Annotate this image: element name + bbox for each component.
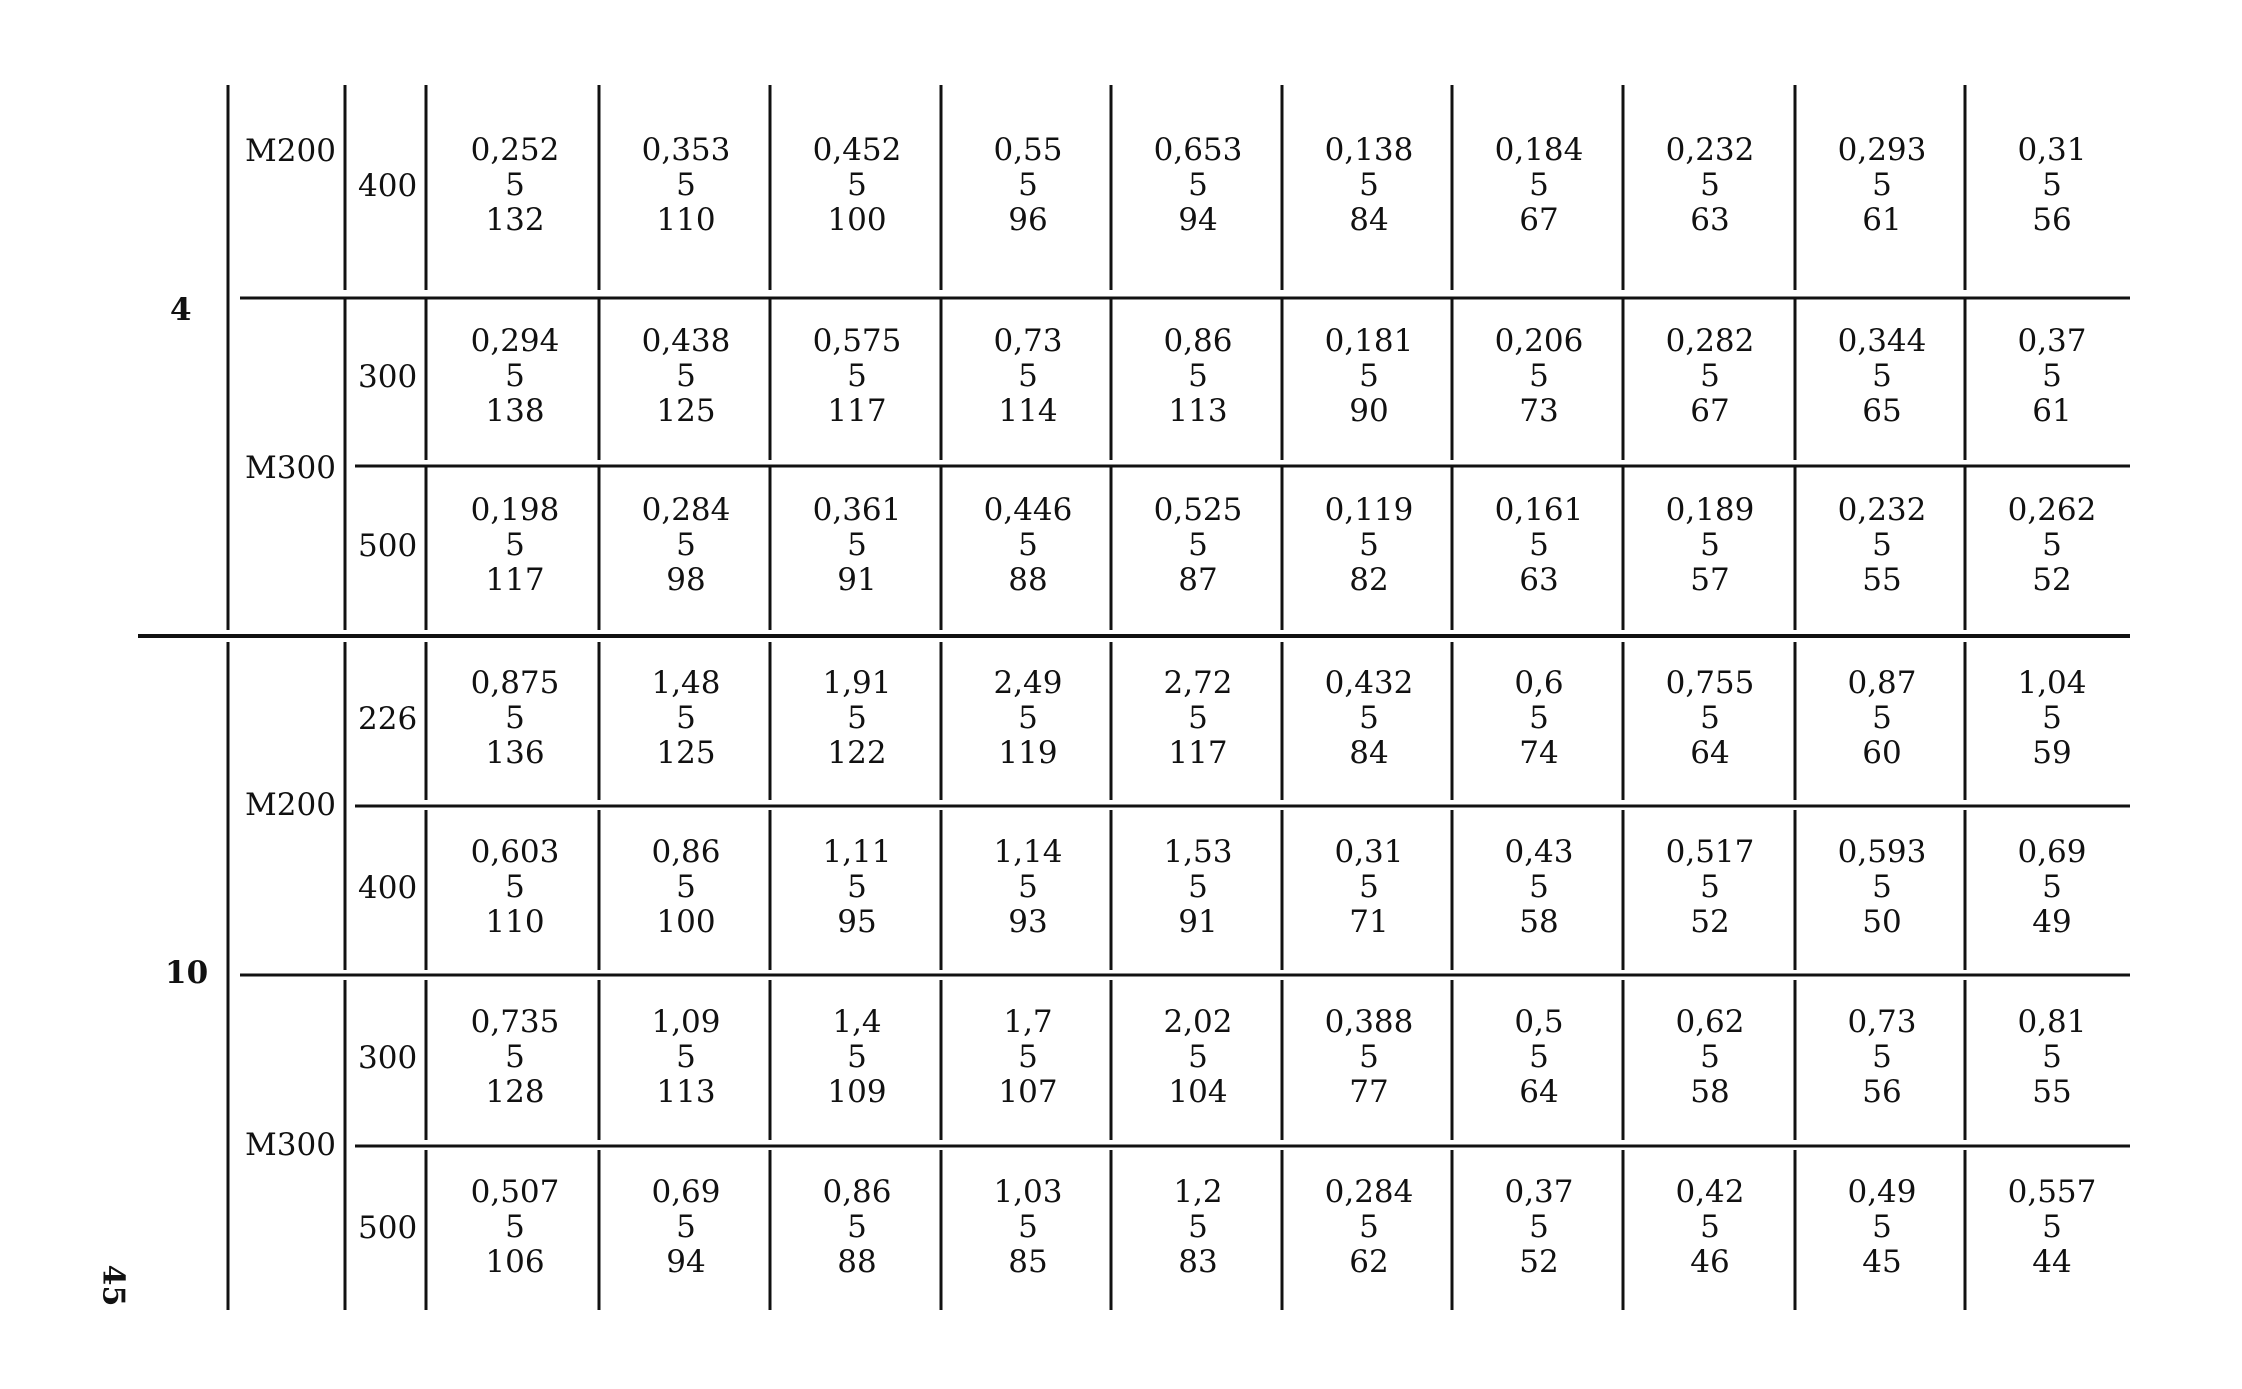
table-cell — [1284, 1175, 1454, 1280]
cell-value: 88 — [1008, 562, 1048, 598]
cell-value: 82 — [1349, 562, 1389, 598]
cell-value: 90 — [1349, 393, 1389, 429]
cell-value: 95 — [837, 904, 877, 940]
cell-coefficient: 0,119 — [1324, 492, 1414, 528]
cell-count: 5 — [1018, 358, 1038, 394]
cell-value: 63 — [1519, 562, 1559, 598]
table-cell — [1625, 666, 1795, 771]
cell-coefficient: 0,62 — [1675, 1004, 1745, 1040]
cell-coefficient: 0,31 — [2017, 131, 2087, 168]
cell-count: 5 — [1700, 869, 1720, 905]
table-cell — [1967, 1005, 2137, 1110]
table-cell — [601, 493, 771, 598]
cell-value: 94 — [666, 1244, 706, 1280]
cell-coefficient: 0,206 — [1494, 323, 1584, 359]
cell-coefficient: 0,55 — [993, 131, 1063, 168]
table-cell — [1284, 835, 1454, 940]
cell-coefficient: 0,232 — [1837, 492, 1927, 528]
cell-value: 110 — [656, 201, 716, 238]
cell-count: 5 — [2042, 700, 2062, 736]
cell-coefficient: 0,37 — [1504, 1174, 1574, 1210]
cell-count: 5 — [1529, 869, 1549, 905]
cell-coefficient: 1,04 — [2017, 665, 2087, 701]
cell-value: 110 — [485, 904, 545, 940]
cell-coefficient: 0,73 — [993, 323, 1063, 359]
cell-coefficient: 0,86 — [651, 834, 721, 870]
table-cell — [601, 1175, 771, 1280]
cell-coefficient: 0,31 — [1334, 834, 1404, 870]
cell-value: 122 — [827, 735, 887, 771]
cell-count: 5 — [1018, 869, 1038, 905]
cell-coefficient: 0,181 — [1324, 323, 1414, 359]
cell-count: 5 — [1188, 358, 1208, 394]
cell-coefficient: 0,557 — [2007, 1174, 2097, 1210]
cell-count: 5 — [676, 166, 696, 203]
table-cell — [1967, 324, 2137, 429]
table-cell — [1284, 493, 1454, 598]
cell-value: 45 — [1862, 1244, 1902, 1280]
cell-count: 5 — [847, 1039, 867, 1075]
table-cell — [772, 1175, 942, 1280]
param-label: 400 — [358, 167, 418, 204]
cell-coefficient: 0,875 — [470, 665, 560, 701]
cell-count: 5 — [1700, 358, 1720, 394]
cell-count: 5 — [676, 527, 696, 563]
table-cell — [601, 324, 771, 429]
table-cell — [1797, 133, 1967, 238]
cell-count: 5 — [1018, 1209, 1038, 1245]
cell-count: 5 — [1359, 869, 1379, 905]
table-cell — [772, 133, 942, 238]
cell-coefficient: 0,517 — [1665, 834, 1755, 870]
cell-coefficient: 1,2 — [1173, 1174, 1223, 1210]
cell-count: 5 — [676, 869, 696, 905]
table-cell — [430, 835, 600, 940]
cell-count: 5 — [505, 1039, 525, 1075]
cell-count: 5 — [1018, 700, 1038, 736]
cell-value: 58 — [1519, 904, 1559, 940]
cell-value: 117 — [1168, 735, 1228, 771]
cell-count: 5 — [847, 358, 867, 394]
cell-count: 5 — [2042, 358, 2062, 394]
cell-value: 49 — [2032, 904, 2072, 940]
cell-value: 62 — [1349, 1244, 1389, 1280]
cell-coefficient: 1,4 — [832, 1004, 882, 1040]
cell-count: 5 — [1872, 1209, 1892, 1245]
cell-value: 58 — [1690, 1074, 1730, 1110]
cell-coefficient: 0,73 — [1847, 1004, 1917, 1040]
cell-coefficient: 0,735 — [470, 1004, 560, 1040]
cell-count: 5 — [847, 869, 867, 905]
table-cell — [1797, 493, 1967, 598]
table-cell — [601, 835, 771, 940]
cell-count: 5 — [676, 358, 696, 394]
cell-coefficient: 0,5 — [1514, 1004, 1564, 1040]
table-cell — [1113, 835, 1283, 940]
cell-count: 5 — [676, 1209, 696, 1245]
grade-label: M300 — [245, 450, 336, 486]
param-label: 500 — [358, 528, 418, 564]
cell-coefficient: 0,232 — [1665, 131, 1755, 168]
cell-value: 57 — [1690, 562, 1730, 598]
cell-count: 5 — [676, 1039, 696, 1075]
cell-value: 84 — [1349, 201, 1389, 238]
cell-value: 96 — [1008, 201, 1048, 238]
cell-coefficient: 0,184 — [1494, 131, 1584, 168]
cell-value: 52 — [1690, 904, 1730, 940]
cell-coefficient: 1,53 — [1163, 834, 1233, 870]
cell-count: 5 — [1872, 166, 1892, 203]
cell-coefficient: 0,86 — [1163, 323, 1233, 359]
table-cell — [1454, 1175, 1624, 1280]
cell-count: 5 — [847, 166, 867, 203]
cell-value: 114 — [998, 393, 1058, 429]
cell-value: 85 — [1008, 1244, 1048, 1280]
cell-value: 50 — [1862, 904, 1902, 940]
cell-value: 71 — [1349, 904, 1389, 940]
cell-count: 5 — [1018, 166, 1038, 203]
table-cell — [1797, 1005, 1967, 1110]
cell-count: 5 — [847, 700, 867, 736]
cell-value: 125 — [656, 735, 716, 771]
cell-count: 5 — [2042, 166, 2062, 203]
cell-coefficient: 0,361 — [812, 492, 902, 528]
cell-count: 5 — [505, 700, 525, 736]
cell-coefficient: 1,91 — [822, 665, 892, 701]
cell-value: 104 — [1168, 1074, 1228, 1110]
cell-coefficient: 0,189 — [1665, 492, 1755, 528]
cell-value: 65 — [1862, 393, 1902, 429]
cell-count: 5 — [505, 527, 525, 563]
cell-value: 52 — [2032, 562, 2072, 598]
cell-count: 5 — [505, 166, 525, 203]
cell-value: 117 — [827, 393, 887, 429]
cell-count: 5 — [2042, 869, 2062, 905]
cell-value: 107 — [998, 1074, 1058, 1110]
table-cell — [943, 324, 1113, 429]
cell-count: 5 — [847, 527, 867, 563]
table-cell — [430, 666, 600, 771]
cell-coefficient: 0,446 — [983, 492, 1073, 528]
cell-value: 73 — [1519, 393, 1559, 429]
cell-value: 55 — [2032, 1074, 2072, 1110]
cell-count: 5 — [1529, 358, 1549, 394]
cell-value: 56 — [2032, 201, 2072, 238]
table-cell — [772, 1005, 942, 1110]
cell-coefficient: 2,72 — [1163, 665, 1233, 701]
table-cell — [1113, 133, 1283, 238]
cell-value: 100 — [656, 904, 716, 940]
cell-coefficient: 0,252 — [470, 131, 560, 168]
cell-coefficient: 0,755 — [1665, 665, 1755, 701]
table-cell — [1967, 666, 2137, 771]
table-cell — [772, 324, 942, 429]
cell-value: 74 — [1519, 735, 1559, 771]
cell-coefficient: 0,49 — [1847, 1174, 1917, 1210]
cell-count: 5 — [1359, 527, 1379, 563]
cell-coefficient: 0,593 — [1837, 834, 1927, 870]
table-cell — [1967, 835, 2137, 940]
table-cell — [1797, 1175, 1967, 1280]
cell-count: 5 — [1359, 358, 1379, 394]
cell-count: 5 — [2042, 527, 2062, 563]
cell-coefficient: 0,6 — [1514, 665, 1564, 701]
cell-value: 64 — [1690, 735, 1730, 771]
page-number: 45 — [95, 1264, 131, 1307]
table-cell — [1454, 666, 1624, 771]
group-label: 10 — [165, 955, 209, 991]
param-label: 400 — [358, 870, 418, 906]
cell-coefficient: 0,69 — [2017, 834, 2087, 870]
cell-coefficient: 1,09 — [651, 1004, 721, 1040]
cell-count: 5 — [505, 1209, 525, 1245]
cell-value: 98 — [666, 562, 706, 598]
cell-count: 5 — [1018, 1039, 1038, 1075]
table-cell — [1113, 666, 1283, 771]
cell-coefficient: 0,452 — [812, 131, 902, 168]
table-cell — [772, 493, 942, 598]
cell-value: 128 — [485, 1074, 545, 1110]
cell-coefficient: 0,294 — [470, 323, 560, 359]
cell-count: 5 — [505, 869, 525, 905]
table-cell — [1625, 133, 1795, 238]
cell-value: 84 — [1349, 735, 1389, 771]
cell-coefficient: 0,37 — [2017, 323, 2087, 359]
cell-coefficient: 0,42 — [1675, 1174, 1745, 1210]
cell-coefficient: 0,161 — [1494, 492, 1584, 528]
table-cell — [1625, 493, 1795, 598]
cell-count: 5 — [1188, 527, 1208, 563]
cell-count: 5 — [1529, 1039, 1549, 1075]
cell-coefficient: 0,86 — [822, 1174, 892, 1210]
table-cell — [1454, 324, 1624, 429]
cell-value: 125 — [656, 393, 716, 429]
table-cell — [1284, 1005, 1454, 1110]
cell-coefficient: 1,7 — [1003, 1004, 1053, 1040]
cell-count: 5 — [1872, 869, 1892, 905]
group-label: 4 — [170, 292, 192, 328]
cell-count: 5 — [505, 358, 525, 394]
cell-value: 109 — [827, 1074, 887, 1110]
cell-count: 5 — [1529, 166, 1549, 203]
table-cell — [601, 1005, 771, 1110]
cell-coefficient: 0,507 — [470, 1174, 560, 1210]
table-cell — [943, 133, 1113, 238]
cell-count: 5 — [1359, 166, 1379, 203]
table-cell — [772, 835, 942, 940]
cell-count: 5 — [1188, 869, 1208, 905]
grade-label: M200 — [245, 787, 336, 823]
cell-coefficient: 0,432 — [1324, 665, 1414, 701]
cell-count: 5 — [1188, 1039, 1208, 1075]
table-cell — [1284, 324, 1454, 429]
cell-count: 5 — [1872, 527, 1892, 563]
param-label: 300 — [358, 1040, 418, 1076]
cell-coefficient: 1,14 — [993, 834, 1063, 870]
table-cell — [1113, 493, 1283, 598]
cell-coefficient: 0,198 — [470, 492, 560, 528]
table-cell — [772, 666, 942, 771]
cell-count: 5 — [1872, 700, 1892, 736]
table-cell — [601, 133, 771, 238]
cell-coefficient: 0,353 — [641, 131, 731, 168]
cell-coefficient: 1,11 — [822, 834, 892, 870]
cell-value: 91 — [1178, 904, 1218, 940]
table-cell — [1284, 666, 1454, 771]
param-label: 500 — [358, 1210, 418, 1246]
cell-value: 60 — [1862, 735, 1902, 771]
cell-value: 67 — [1690, 393, 1730, 429]
cell-value: 93 — [1008, 904, 1048, 940]
table-cell — [1967, 133, 2137, 238]
cell-value: 100 — [827, 201, 887, 238]
cell-value: 113 — [1168, 393, 1228, 429]
cell-value: 46 — [1690, 1244, 1730, 1280]
cell-value: 119 — [998, 735, 1058, 771]
cell-value: 91 — [837, 562, 877, 598]
param-label: 300 — [358, 359, 418, 395]
cell-coefficient: 2,49 — [993, 665, 1063, 701]
cell-value: 56 — [1862, 1074, 1902, 1110]
cell-value: 83 — [1178, 1244, 1218, 1280]
table-cell — [1797, 324, 1967, 429]
table-cell — [430, 1005, 600, 1110]
table-cell — [943, 835, 1113, 940]
cell-value: 117 — [485, 562, 545, 598]
table-cell — [1454, 493, 1624, 598]
table-cell — [430, 324, 600, 429]
cell-coefficient: 1,03 — [993, 1174, 1063, 1210]
cell-value: 67 — [1519, 201, 1559, 238]
cell-coefficient: 0,138 — [1324, 131, 1414, 168]
cell-count: 5 — [1529, 527, 1549, 563]
cell-coefficient: 0,284 — [1324, 1174, 1414, 1210]
cell-value: 59 — [2032, 735, 2072, 771]
cell-count: 5 — [1018, 527, 1038, 563]
cell-coefficient: 0,438 — [641, 323, 731, 359]
cell-count: 5 — [1872, 358, 1892, 394]
cell-count: 5 — [1188, 700, 1208, 736]
cell-coefficient: 1,48 — [651, 665, 721, 701]
table-cell — [601, 666, 771, 771]
cell-value: 64 — [1519, 1074, 1559, 1110]
cell-count: 5 — [676, 700, 696, 736]
cell-value: 63 — [1690, 201, 1730, 238]
cell-coefficient: 0,87 — [1847, 665, 1917, 701]
cell-value: 132 — [485, 201, 545, 238]
table-cell — [943, 493, 1113, 598]
table-cell — [1454, 133, 1624, 238]
cell-value: 61 — [1862, 201, 1902, 238]
cell-count: 5 — [1700, 166, 1720, 203]
cell-count: 5 — [1188, 1209, 1208, 1245]
table-cell — [1454, 835, 1624, 940]
cell-count: 5 — [2042, 1209, 2062, 1245]
cell-coefficient: 0,575 — [812, 323, 902, 359]
cell-value: 77 — [1349, 1074, 1389, 1110]
cell-count: 5 — [1700, 527, 1720, 563]
table-cell — [1113, 1175, 1283, 1280]
table-cell — [430, 1175, 600, 1280]
table-cell — [943, 1175, 1113, 1280]
table-cell — [1113, 324, 1283, 429]
cell-coefficient: 0,284 — [641, 492, 731, 528]
table-cell — [430, 133, 600, 238]
cell-count: 5 — [1700, 700, 1720, 736]
cell-count: 5 — [1359, 1209, 1379, 1245]
cell-value: 138 — [485, 393, 545, 429]
table-cell — [1967, 1175, 2137, 1280]
cell-value: 61 — [2032, 393, 2072, 429]
table-cell — [1625, 1175, 1795, 1280]
cell-coefficient: 0,43 — [1504, 834, 1574, 870]
cell-value: 44 — [2032, 1244, 2072, 1280]
grade-label: M200 — [245, 133, 336, 169]
table-cell — [1625, 1005, 1795, 1110]
cell-value: 113 — [656, 1074, 716, 1110]
cell-value: 52 — [1519, 1244, 1559, 1280]
table-cell — [1284, 133, 1454, 238]
cell-count: 5 — [1529, 1209, 1549, 1245]
cell-count: 5 — [1872, 1039, 1892, 1075]
table-cell — [1625, 324, 1795, 429]
cell-value: 136 — [485, 735, 545, 771]
cell-coefficient: 0,525 — [1153, 492, 1243, 528]
table-cell — [943, 666, 1113, 771]
table-cell — [943, 1005, 1113, 1110]
table-cell — [430, 493, 600, 598]
table-cell — [1454, 1005, 1624, 1110]
cell-count: 5 — [1188, 166, 1208, 203]
cell-coefficient: 0,262 — [2007, 492, 2097, 528]
cell-count: 5 — [1529, 700, 1549, 736]
cell-value: 87 — [1178, 562, 1218, 598]
cell-coefficient: 0,603 — [470, 834, 560, 870]
table-cell — [1797, 835, 1967, 940]
cell-coefficient: 0,81 — [2017, 1004, 2087, 1040]
table-cell — [1797, 666, 1967, 771]
cell-count: 5 — [1359, 700, 1379, 736]
cell-value: 55 — [1862, 562, 1902, 598]
cell-coefficient: 2,02 — [1163, 1004, 1233, 1040]
cell-count: 5 — [847, 1209, 867, 1245]
cell-value: 106 — [485, 1244, 545, 1280]
grade-label: M300 — [245, 1127, 336, 1163]
cell-count: 5 — [2042, 1039, 2062, 1075]
table-cell — [1967, 493, 2137, 598]
cell-value: 88 — [837, 1244, 877, 1280]
cell-count: 5 — [1700, 1039, 1720, 1075]
cell-coefficient: 0,282 — [1665, 323, 1755, 359]
cell-coefficient: 0,653 — [1153, 131, 1243, 168]
table-cell — [1113, 1005, 1283, 1110]
cell-coefficient: 0,293 — [1837, 131, 1927, 168]
cell-coefficient: 0,344 — [1837, 323, 1927, 359]
cell-coefficient: 0,388 — [1324, 1004, 1414, 1040]
cell-coefficient: 0,69 — [651, 1174, 721, 1210]
cell-count: 5 — [1359, 1039, 1379, 1075]
param-label: 226 — [358, 701, 418, 737]
table-cell — [1625, 835, 1795, 940]
cell-count: 5 — [1700, 1209, 1720, 1245]
cell-value: 94 — [1178, 201, 1218, 238]
